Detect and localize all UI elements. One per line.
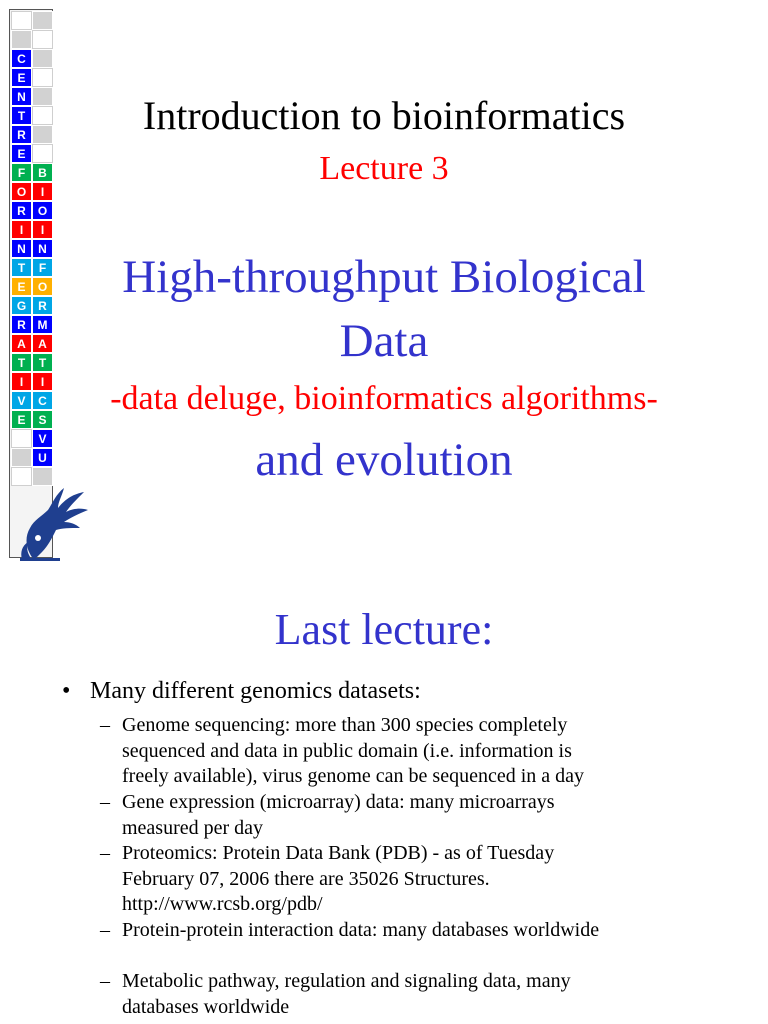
- logo-cell: U: [32, 448, 53, 467]
- text-line: databases worldwide: [122, 995, 290, 1018]
- logo-cell: E: [11, 68, 32, 87]
- logo-cell: I: [32, 372, 53, 391]
- text-line: http://www.rcsb.org/pdb/: [122, 893, 323, 915]
- dash-symbol: –: [100, 714, 110, 736]
- sub-bullet-item: [100, 841, 720, 918]
- logo-cell: R: [11, 125, 32, 144]
- text-line: measured per day: [122, 816, 264, 839]
- sub-bullet-text: [122, 713, 584, 790]
- logo-cell: F: [11, 163, 32, 182]
- text-line: Genome sequencing: more than 300 species completely: [122, 714, 568, 736]
- logo-cell: M: [32, 315, 53, 334]
- logo-cell: [11, 30, 32, 49]
- headline-line-1: High-throughput Biological: [122, 251, 646, 303]
- logo-cell: S: [32, 410, 53, 429]
- logo-cell: T: [32, 353, 53, 372]
- headline-line-3: and evolution: [255, 434, 513, 486]
- logo-cell: E: [11, 277, 32, 296]
- logo-cell: E: [11, 410, 32, 429]
- logo-cell: I: [32, 220, 53, 239]
- dash-symbol: –: [100, 842, 110, 864]
- logo-cell: O: [32, 277, 53, 296]
- logo-cell: [32, 49, 53, 68]
- logo-cell: R: [32, 296, 53, 315]
- logo-cell: N: [11, 87, 32, 106]
- slide-2: [0, 580, 768, 1024]
- text-line: Protein-protein interaction data: many databases worldwide: [122, 919, 600, 941]
- logo-cell: E: [11, 144, 32, 163]
- logo-cell: [32, 11, 53, 30]
- logo-cell: F: [32, 258, 53, 277]
- sub-bullet-item: [100, 969, 720, 1020]
- logo-cell: O: [32, 201, 53, 220]
- logo-cell: A: [11, 334, 32, 353]
- logo-cell: G: [11, 296, 32, 315]
- text-line: Gene expression (microarray) data: many microarrays: [122, 791, 555, 813]
- sub-bullet-item: [100, 713, 720, 790]
- logo-cell: [32, 68, 53, 87]
- logo-cell: B: [32, 163, 53, 182]
- logo-cell: R: [11, 315, 32, 334]
- text-line: February 07, 2006 there are 35026 Structures.: [122, 867, 490, 890]
- lecture-number: Lecture 3: [319, 150, 449, 187]
- sub-bullet-text: [122, 790, 555, 841]
- sub-bullet-text: [122, 841, 554, 918]
- text-line: Metabolic pathway, regulation and signaling data, many: [122, 970, 571, 992]
- slide-title: Last lecture:: [274, 605, 494, 654]
- logo-cell: V: [32, 429, 53, 448]
- text-line: Proteomics: Protein Data Bank (PDB) - as of Tuesday: [122, 842, 555, 864]
- logo-cell: [11, 11, 32, 30]
- text-line: freely available), virus genome can be sequenced in a day: [122, 765, 585, 787]
- logo-cell: I: [11, 372, 32, 391]
- logo-cell: C: [32, 391, 53, 410]
- logo-cell: A: [32, 334, 53, 353]
- dash-symbol: –: [100, 919, 110, 941]
- logo-cell: R: [11, 201, 32, 220]
- sub-bullet-text: [122, 918, 599, 944]
- dash-symbol: –: [100, 791, 110, 813]
- text-line: sequenced and data in public domain (i.e. information is: [122, 739, 572, 762]
- logo-cell: T: [11, 353, 32, 372]
- logo-cell: C: [11, 49, 32, 68]
- dash-symbol: –: [100, 970, 110, 992]
- presentation-title: Introduction to bioinformatics: [142, 93, 626, 138]
- sub-bullet-text: [122, 969, 571, 1020]
- sub-bullet-item: [100, 918, 720, 944]
- subtitle: -data deluge, bioinformatics algorithms-: [110, 380, 658, 417]
- logo-cell: V: [11, 391, 32, 410]
- sub-bullet-item: [100, 790, 720, 841]
- logo-cell: N: [11, 239, 32, 258]
- logo-cell: [32, 30, 53, 49]
- logo-cell: T: [11, 258, 32, 277]
- headline-line-2: Data: [339, 315, 429, 367]
- logo-cell: T: [11, 106, 32, 125]
- logo-cell: I: [11, 220, 32, 239]
- logo-cell: O: [11, 182, 32, 201]
- logo-cell: N: [32, 239, 53, 258]
- bullet-symbol: •: [62, 678, 71, 704]
- bullet-text: Many different genomics datasets:: [90, 678, 421, 704]
- logo-cell: I: [32, 182, 53, 201]
- lion-icon: [12, 480, 90, 562]
